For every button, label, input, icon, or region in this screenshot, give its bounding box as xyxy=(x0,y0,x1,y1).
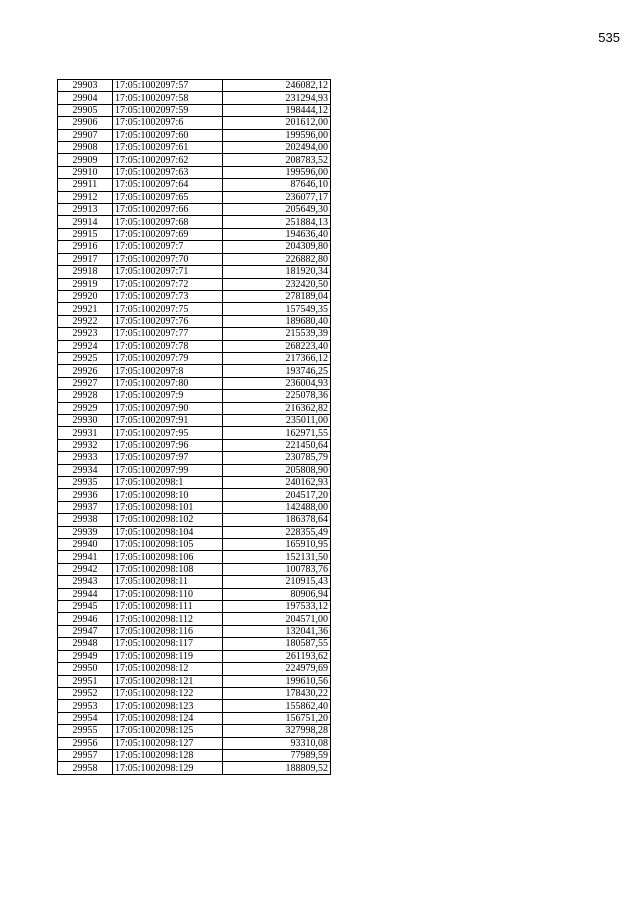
value-cell: 142488,00 xyxy=(223,501,331,513)
cadastral-number-cell: 17:05:1002097:61 xyxy=(113,142,223,154)
row-index-cell: 29904 xyxy=(58,92,113,104)
row-index-cell: 29956 xyxy=(58,737,113,749)
row-index-cell: 29937 xyxy=(58,501,113,513)
row-index-cell: 29920 xyxy=(58,290,113,302)
value-cell: 77989,59 xyxy=(223,749,331,761)
table-row xyxy=(58,514,331,526)
table-row xyxy=(58,228,331,240)
value-cell: 327998,28 xyxy=(223,725,331,737)
value-cell: 199596,00 xyxy=(223,129,331,141)
cadastral-number-cell: 17:05:1002097:71 xyxy=(113,266,223,278)
cadastral-number-cell: 17:05:1002098:104 xyxy=(113,526,223,538)
table-row xyxy=(58,129,331,141)
cadastral-number-cell: 17:05:1002097:69 xyxy=(113,228,223,240)
value-cell: 225078,36 xyxy=(223,390,331,402)
table-row xyxy=(58,650,331,662)
data-table xyxy=(57,79,331,775)
row-index-cell: 29947 xyxy=(58,625,113,637)
row-index-cell: 29913 xyxy=(58,204,113,216)
cadastral-number-cell: 17:05:1002098:105 xyxy=(113,539,223,551)
cadastral-number-cell: 17:05:1002097:64 xyxy=(113,179,223,191)
row-index-cell: 29926 xyxy=(58,365,113,377)
cadastral-number-cell: 17:05:1002098:128 xyxy=(113,749,223,761)
table-row xyxy=(58,526,331,538)
value-cell: 181920,34 xyxy=(223,266,331,278)
value-cell: 189680,40 xyxy=(223,315,331,327)
value-cell: 236077,17 xyxy=(223,191,331,203)
cadastral-number-cell: 17:05:1002098:1 xyxy=(113,477,223,489)
value-cell: 193746,25 xyxy=(223,365,331,377)
cadastral-number-cell: 17:05:1002097:8 xyxy=(113,365,223,377)
row-index-cell: 29909 xyxy=(58,154,113,166)
cadastral-number-cell: 17:05:1002098:102 xyxy=(113,514,223,526)
row-index-cell: 29924 xyxy=(58,340,113,352)
cadastral-number-cell: 17:05:1002097:99 xyxy=(113,464,223,476)
row-index-cell: 29930 xyxy=(58,414,113,426)
table-row xyxy=(58,179,331,191)
row-index-cell: 29914 xyxy=(58,216,113,228)
cadastral-number-cell: 17:05:1002097:91 xyxy=(113,414,223,426)
value-cell: 199610,56 xyxy=(223,675,331,687)
cadastral-number-cell: 17:05:1002097:97 xyxy=(113,452,223,464)
value-cell: 204571,00 xyxy=(223,613,331,625)
row-index-cell: 29950 xyxy=(58,663,113,675)
value-cell: 228355,49 xyxy=(223,526,331,538)
row-index-cell: 29957 xyxy=(58,749,113,761)
row-index-cell: 29931 xyxy=(58,427,113,439)
cadastral-number-cell: 17:05:1002098:108 xyxy=(113,563,223,575)
row-index-cell: 29940 xyxy=(58,539,113,551)
table-row xyxy=(58,638,331,650)
table-row xyxy=(58,712,331,724)
row-index-cell: 29944 xyxy=(58,588,113,600)
value-cell: 236004,93 xyxy=(223,377,331,389)
value-cell: 100783,76 xyxy=(223,563,331,575)
row-index-cell: 29917 xyxy=(58,253,113,265)
row-index-cell: 29921 xyxy=(58,303,113,315)
cadastral-number-cell: 17:05:1002097:79 xyxy=(113,352,223,364)
cadastral-number-cell: 17:05:1002098:111 xyxy=(113,601,223,613)
table-row xyxy=(58,377,331,389)
value-cell: 87646,10 xyxy=(223,179,331,191)
row-index-cell: 29952 xyxy=(58,687,113,699)
value-cell: 268223,40 xyxy=(223,340,331,352)
row-index-cell: 29942 xyxy=(58,563,113,575)
table-row xyxy=(58,266,331,278)
value-cell: 188809,52 xyxy=(223,762,331,774)
table-row xyxy=(58,427,331,439)
row-index-cell: 29939 xyxy=(58,526,113,538)
cadastral-number-cell: 17:05:1002097:66 xyxy=(113,204,223,216)
cadastral-number-cell: 17:05:1002098:124 xyxy=(113,712,223,724)
table-row xyxy=(58,687,331,699)
row-index-cell: 29958 xyxy=(58,762,113,774)
table-row xyxy=(58,191,331,203)
cadastral-number-cell: 17:05:1002097:6 xyxy=(113,117,223,129)
table-row xyxy=(58,439,331,451)
table-row xyxy=(58,154,331,166)
value-cell: 210915,43 xyxy=(223,576,331,588)
row-index-cell: 29934 xyxy=(58,464,113,476)
row-index-cell: 29906 xyxy=(58,117,113,129)
row-index-cell: 29949 xyxy=(58,650,113,662)
value-cell: 194636,40 xyxy=(223,228,331,240)
cadastral-number-cell: 17:05:1002097:58 xyxy=(113,92,223,104)
cadastral-number-cell: 17:05:1002098:125 xyxy=(113,725,223,737)
value-cell: 204517,20 xyxy=(223,489,331,501)
row-index-cell: 29912 xyxy=(58,191,113,203)
value-cell: 216362,82 xyxy=(223,402,331,414)
cadastral-number-cell: 17:05:1002098:121 xyxy=(113,675,223,687)
value-cell: 165910,95 xyxy=(223,539,331,551)
table-row xyxy=(58,551,331,563)
cadastral-number-cell: 17:05:1002098:10 xyxy=(113,489,223,501)
table-row xyxy=(58,104,331,116)
row-index-cell: 29932 xyxy=(58,439,113,451)
cadastral-number-cell: 17:05:1002097:75 xyxy=(113,303,223,315)
table-row xyxy=(58,613,331,625)
cadastral-number-cell: 17:05:1002097:7 xyxy=(113,241,223,253)
value-cell: 232420,50 xyxy=(223,278,331,290)
table-row xyxy=(58,80,331,92)
table-row xyxy=(58,700,331,712)
cadastral-number-cell: 17:05:1002097:78 xyxy=(113,340,223,352)
row-index-cell: 29916 xyxy=(58,241,113,253)
cadastral-number-cell: 17:05:1002097:59 xyxy=(113,104,223,116)
value-cell: 199596,00 xyxy=(223,166,331,178)
row-index-cell: 29948 xyxy=(58,638,113,650)
row-index-cell: 29910 xyxy=(58,166,113,178)
value-cell: 80906,94 xyxy=(223,588,331,600)
value-cell: 278189,04 xyxy=(223,290,331,302)
row-index-cell: 29922 xyxy=(58,315,113,327)
table-row xyxy=(58,204,331,216)
value-cell: 93310,08 xyxy=(223,737,331,749)
cadastral-number-cell: 17:05:1002097:9 xyxy=(113,390,223,402)
value-cell: 235011,00 xyxy=(223,414,331,426)
cadastral-number-cell: 17:05:1002097:90 xyxy=(113,402,223,414)
row-index-cell: 29955 xyxy=(58,725,113,737)
value-cell: 240162,93 xyxy=(223,477,331,489)
row-index-cell: 29925 xyxy=(58,352,113,364)
row-index-cell: 29903 xyxy=(58,80,113,92)
cadastral-number-cell: 17:05:1002097:57 xyxy=(113,80,223,92)
value-cell: 204309,80 xyxy=(223,241,331,253)
row-index-cell: 29928 xyxy=(58,390,113,402)
row-index-cell: 29938 xyxy=(58,514,113,526)
table-row xyxy=(58,663,331,675)
cadastral-number-cell: 17:05:1002098:127 xyxy=(113,737,223,749)
row-index-cell: 29929 xyxy=(58,402,113,414)
value-cell: 201612,00 xyxy=(223,117,331,129)
table-row xyxy=(58,563,331,575)
table-row xyxy=(58,303,331,315)
table-body xyxy=(58,80,331,775)
value-cell: 152131,50 xyxy=(223,551,331,563)
table-row xyxy=(58,216,331,228)
cadastral-number-cell: 17:05:1002097:73 xyxy=(113,290,223,302)
value-cell: 156751,20 xyxy=(223,712,331,724)
cadastral-number-cell: 17:05:1002098:110 xyxy=(113,588,223,600)
table-row xyxy=(58,749,331,761)
cadastral-number-cell: 17:05:1002098:106 xyxy=(113,551,223,563)
table-row xyxy=(58,315,331,327)
table-row xyxy=(58,290,331,302)
table-row xyxy=(58,390,331,402)
cadastral-number-cell: 17:05:1002098:117 xyxy=(113,638,223,650)
page-number: 535 xyxy=(598,30,620,45)
value-cell: 224979,69 xyxy=(223,663,331,675)
table-row xyxy=(58,625,331,637)
cadastral-number-cell: 17:05:1002098:129 xyxy=(113,762,223,774)
row-index-cell: 29936 xyxy=(58,489,113,501)
table-row xyxy=(58,725,331,737)
value-cell: 205649,30 xyxy=(223,204,331,216)
cadastral-number-cell: 17:05:1002098:101 xyxy=(113,501,223,513)
table-row xyxy=(58,352,331,364)
value-cell: 178430,22 xyxy=(223,687,331,699)
table-row xyxy=(58,464,331,476)
value-cell: 226882,80 xyxy=(223,253,331,265)
table-row xyxy=(58,737,331,749)
cadastral-number-cell: 17:05:1002098:112 xyxy=(113,613,223,625)
table-row xyxy=(58,601,331,613)
row-index-cell: 29954 xyxy=(58,712,113,724)
cadastral-number-cell: 17:05:1002097:96 xyxy=(113,439,223,451)
cadastral-number-cell: 17:05:1002098:123 xyxy=(113,700,223,712)
value-cell: 198444,12 xyxy=(223,104,331,116)
row-index-cell: 29953 xyxy=(58,700,113,712)
table-row xyxy=(58,501,331,513)
table-row xyxy=(58,452,331,464)
value-cell: 197533,12 xyxy=(223,601,331,613)
table-row xyxy=(58,489,331,501)
cadastral-number-cell: 17:05:1002098:122 xyxy=(113,687,223,699)
cadastral-number-cell: 17:05:1002098:11 xyxy=(113,576,223,588)
table-row xyxy=(58,675,331,687)
cadastral-number-cell: 17:05:1002097:60 xyxy=(113,129,223,141)
value-cell: 162971,55 xyxy=(223,427,331,439)
cadastral-number-cell: 17:05:1002098:116 xyxy=(113,625,223,637)
cadastral-number-cell: 17:05:1002097:80 xyxy=(113,377,223,389)
cadastral-number-cell: 17:05:1002098:119 xyxy=(113,650,223,662)
cadastral-number-cell: 17:05:1002097:95 xyxy=(113,427,223,439)
row-index-cell: 29951 xyxy=(58,675,113,687)
cadastral-number-cell: 17:05:1002097:76 xyxy=(113,315,223,327)
table-row xyxy=(58,477,331,489)
table-row xyxy=(58,253,331,265)
table-row xyxy=(58,278,331,290)
row-index-cell: 29907 xyxy=(58,129,113,141)
table-row xyxy=(58,328,331,340)
row-index-cell: 29927 xyxy=(58,377,113,389)
table-row xyxy=(58,92,331,104)
value-cell: 208783,52 xyxy=(223,154,331,166)
cadastral-number-cell: 17:05:1002097:77 xyxy=(113,328,223,340)
row-index-cell: 29919 xyxy=(58,278,113,290)
value-cell: 230785,79 xyxy=(223,452,331,464)
table-row xyxy=(58,762,331,774)
row-index-cell: 29946 xyxy=(58,613,113,625)
value-cell: 221450,64 xyxy=(223,439,331,451)
table-row xyxy=(58,117,331,129)
row-index-cell: 29941 xyxy=(58,551,113,563)
row-index-cell: 29911 xyxy=(58,179,113,191)
table-row xyxy=(58,166,331,178)
value-cell: 155862,40 xyxy=(223,700,331,712)
row-index-cell: 29935 xyxy=(58,477,113,489)
value-cell: 157549,35 xyxy=(223,303,331,315)
cadastral-number-cell: 17:05:1002097:68 xyxy=(113,216,223,228)
value-cell: 261193,62 xyxy=(223,650,331,662)
value-cell: 202494,00 xyxy=(223,142,331,154)
value-cell: 251884,13 xyxy=(223,216,331,228)
table-row xyxy=(58,142,331,154)
value-cell: 132041,36 xyxy=(223,625,331,637)
table-row xyxy=(58,539,331,551)
row-index-cell: 29905 xyxy=(58,104,113,116)
table-row xyxy=(58,402,331,414)
value-cell: 231294,93 xyxy=(223,92,331,104)
value-cell: 186378,64 xyxy=(223,514,331,526)
table-row xyxy=(58,241,331,253)
row-index-cell: 29908 xyxy=(58,142,113,154)
cadastral-number-cell: 17:05:1002097:70 xyxy=(113,253,223,265)
cadastral-number-cell: 17:05:1002097:65 xyxy=(113,191,223,203)
cadastral-number-cell: 17:05:1002097:72 xyxy=(113,278,223,290)
row-index-cell: 29933 xyxy=(58,452,113,464)
row-index-cell: 29945 xyxy=(58,601,113,613)
value-cell: 246082,12 xyxy=(223,80,331,92)
cadastral-number-cell: 17:05:1002097:63 xyxy=(113,166,223,178)
value-cell: 215539,39 xyxy=(223,328,331,340)
value-cell: 217366,12 xyxy=(223,352,331,364)
cadastral-number-cell: 17:05:1002097:62 xyxy=(113,154,223,166)
row-index-cell: 29923 xyxy=(58,328,113,340)
table-row xyxy=(58,340,331,352)
value-cell: 205808,90 xyxy=(223,464,331,476)
row-index-cell: 29943 xyxy=(58,576,113,588)
row-index-cell: 29918 xyxy=(58,266,113,278)
value-cell: 180587,55 xyxy=(223,638,331,650)
table-row xyxy=(58,365,331,377)
table-row xyxy=(58,588,331,600)
cadastral-number-cell: 17:05:1002098:12 xyxy=(113,663,223,675)
table-row xyxy=(58,414,331,426)
row-index-cell: 29915 xyxy=(58,228,113,240)
table-row xyxy=(58,576,331,588)
